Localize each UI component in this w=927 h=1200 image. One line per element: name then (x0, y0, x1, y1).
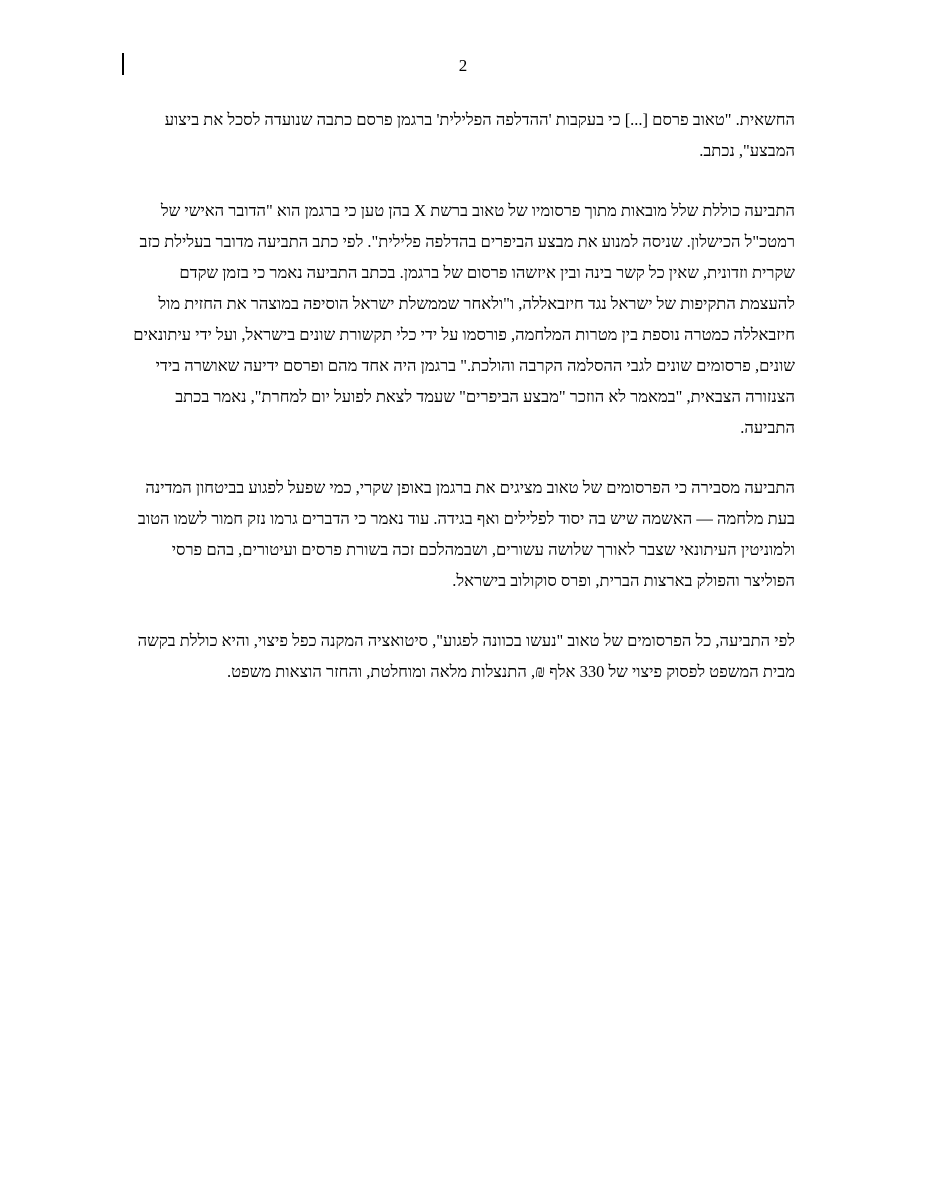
text-cursor-bar (122, 53, 124, 75)
page-number: 2 (458, 56, 468, 75)
paragraph-2: התביעה כוללת שלל מובאות מתוך פרסומיו של טאוב ברשת X בהן טען כי ברגמן הוא "הדובר האישי של רמטכ"ל הכישלון. שניסה למנוע את מבצע הביפרים בהדלפה פלילית". לפי כתב התביעה מדובר בעלילת כזב שקרית וזדונית, שאין כל קשר בינה ובין איזשהו פרסום של ברגמן. בכתב התביעה נאמר כי בזמן שקדם להעצמת התקיפות של ישראל נגד חיזבאללה, ו"ולאחר שממשלת ישראל הוסיפה במוצהר את החזית מול חיזבאללה כמטרה נוספת בין מטרות המלחמה, פורסמו על ידי כלי תקשורת שונים בישראל, ועל ידי עיתונאים שונים, פרסומים שונים לגבי ההסלמה הקרבה והולכת." ברגמן היה אחד מהם ופרסם ידיעה שאושרה בידי הצנזורה הצבאית, "במאמר לא הוזכר "מבצע הביפרים" שעמד לצאת לפועל יום למחרת", נאמר בכתב התביעה. (133, 201, 795, 437)
paragraph-1: החשאית. "טאוב פרסם [...] כי בעקבות 'ההדלפה הפלילית' ברגמן פרסם כתבה שנועדה לסכל את ביצוע המבצע", נכתב. (164, 110, 795, 160)
paragraph-3: התביעה מסבירה כי הפרסומים של טאוב מציגים את ברגמן באופן שקרי, כמי שפעל לפגוע בביטחון המדינה בעת מלחמה — האשמה שיש בה יסוד לפלילים ואף בגידה. עוד נאמר כי הדברים גרמו נזק חמור לשמו הטוב ולמוניטין העיתונאי שצבר לאורך שלושה עשורים, ושבמהלכם זכה בשורת פרסים ועיטורים, בהם פרסי הפוליצר והפולק בארצות הברית, ופרס סוקולוב בישראל. (137, 478, 795, 590)
document-body (130, 104, 795, 716)
paragraph-4: לפי התביעה, כל הפרסומים של טאוב "נעשו בכוונה לפגוע", סיטואציה המקנה כפל פיצוי, והיא כוללת בקשה מבית המשפט לפסוק פיצוי של 330 אלף ₪, התנצלות מלאה ומוחלטת, והחזר הוצאות משפט. (137, 631, 795, 681)
